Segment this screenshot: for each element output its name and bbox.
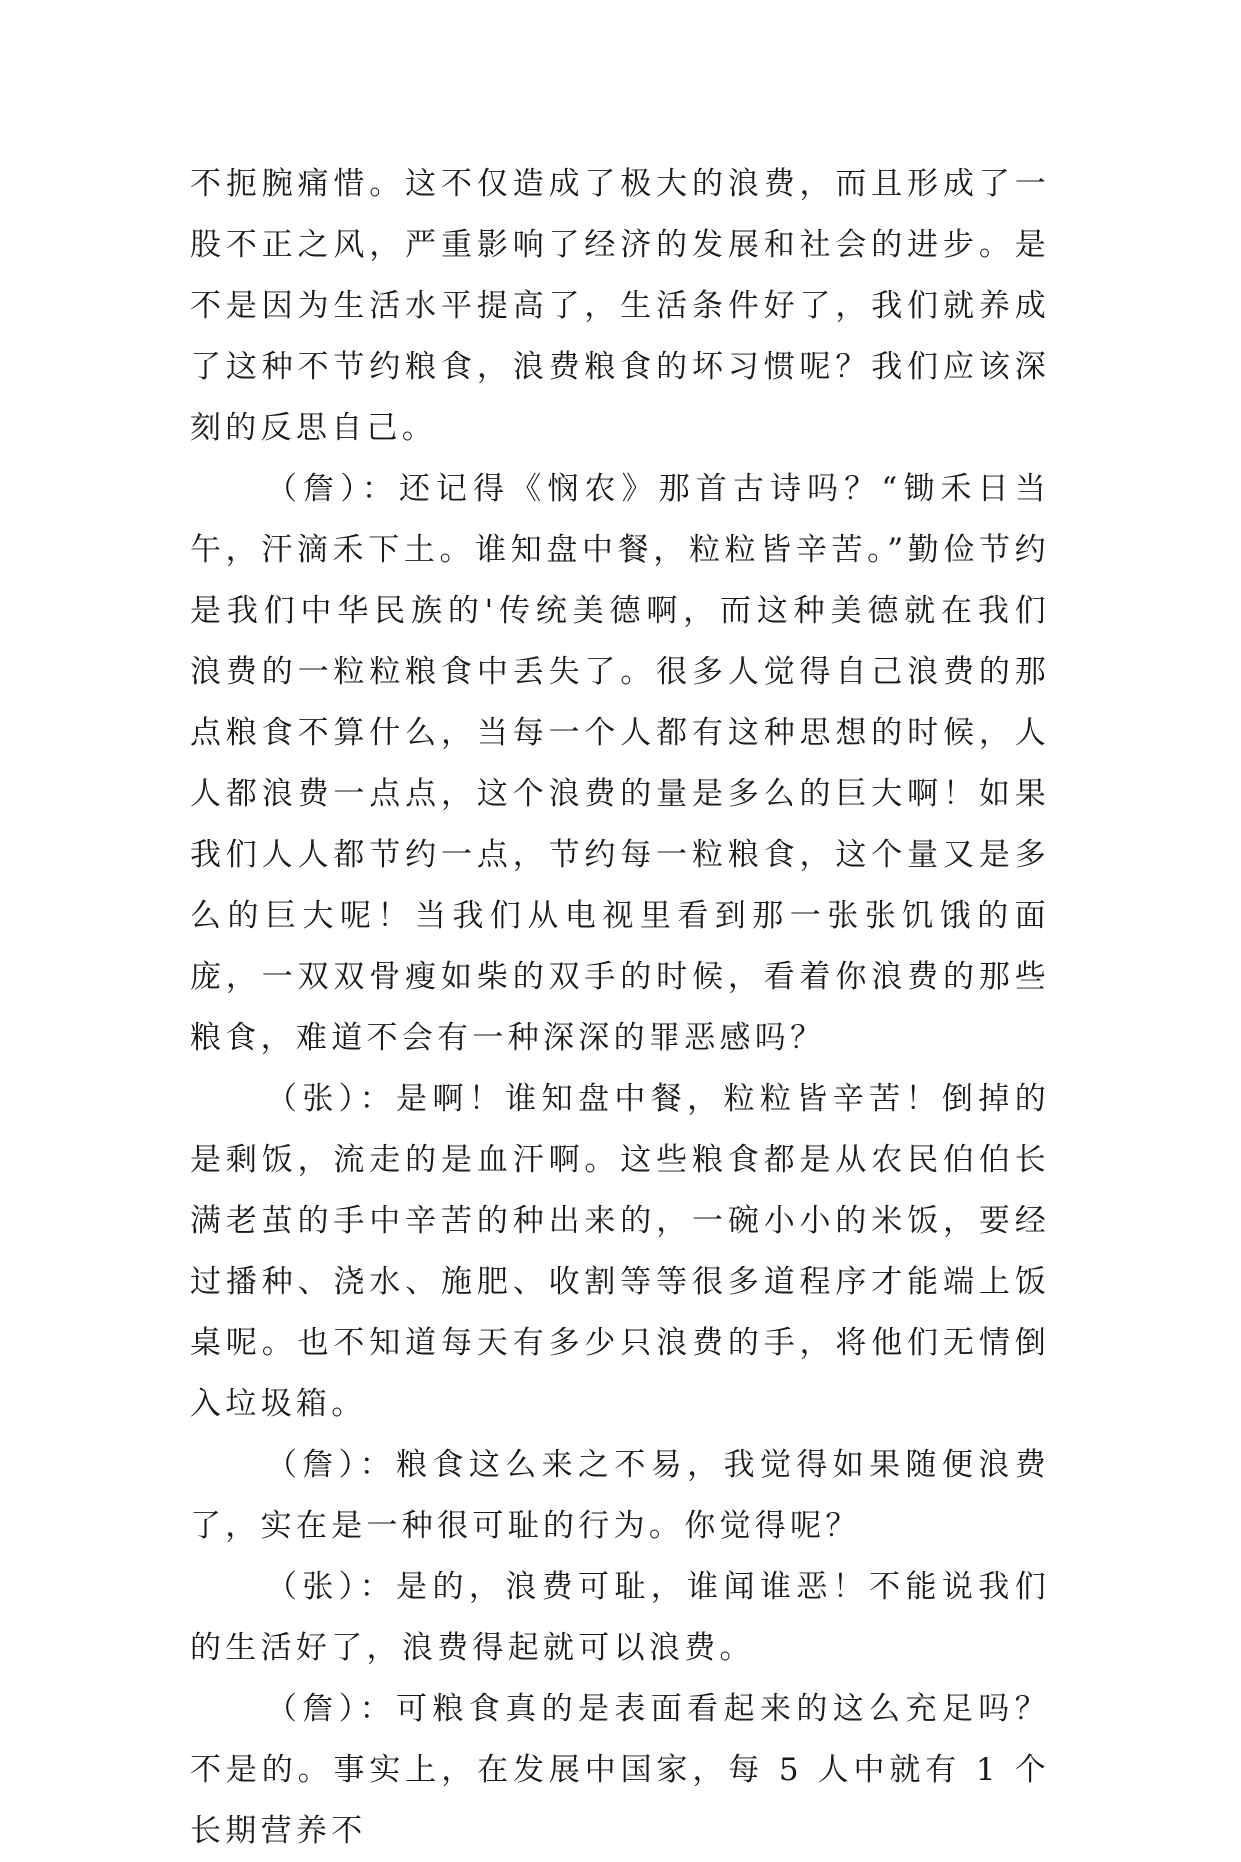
paragraph-5: （张）：是的，浪费可耻，谁闻谁恶！不能说我们的生活好了，浪费得起就可以浪费。 xyxy=(190,1569,1050,1666)
paragraph-4: （詹）：粮食这么来之不易，我觉得如果随便浪费了，实在是一种很可耻的行为。你觉得呢？ xyxy=(190,1447,1050,1544)
body-text xyxy=(190,154,1050,1862)
paragraph-1: 不扼腕痛惜。这不仅造成了极大的浪费，而且形成了一股不正之风，严重影响了经济的发展和社会的进步。是不是因为生活水平提高了，生活条件好了，我们就养成了这种不节约粮食，浪费粮食的坏习惯呢？我们应该深刻的反思自己。 xyxy=(190,166,1050,446)
paragraph-3: （张）：是啊！谁知盘中餐，粒粒皆辛苦！倒掉的是剩饭，流走的是血汗啊。这些粮食都是从农民伯伯长满老茧的手中辛苦的种出来的，一碗小小的米饭，要经过播种、浇水、施肥、收割等等很多道程序才能端上饭桌呢。也不知道每天有多少只浪费的手，将他们无情倒入垃圾箱。 xyxy=(190,1081,1050,1422)
paragraph-6: （詹）：可粮食真的是表面看起来的这么充足吗？不是的。事实上，在发展中国家，每 5 人中就有 1 个长期营养不 xyxy=(190,1691,1050,1849)
paragraph-2: （詹）：还记得《悯农》那首古诗吗？“锄禾日当午，汗滴禾下土。谁知盘中餐，粒粒皆辛苦。”勤俭节约是我们中华民族的'传统美德啊，而这种美德就在我们浪费的一粒粒粮食中丢失了。很多人觉得自己浪费的那点粮食不算什么，当每一个人都有这种思想的时候，人人都浪费一点点，这个浪费的量是多么的巨大啊！如果我们人人都节约一点，节约每一粒粮食，这个量又是多么的巨大呢！当我们从电视里看到那一张张饥饿的面庞，一双双骨瘦如柴的双手的时候，看着你浪费的那些粮食，难道不会有一种深深的罪恶感吗？ xyxy=(190,471,1050,1056)
